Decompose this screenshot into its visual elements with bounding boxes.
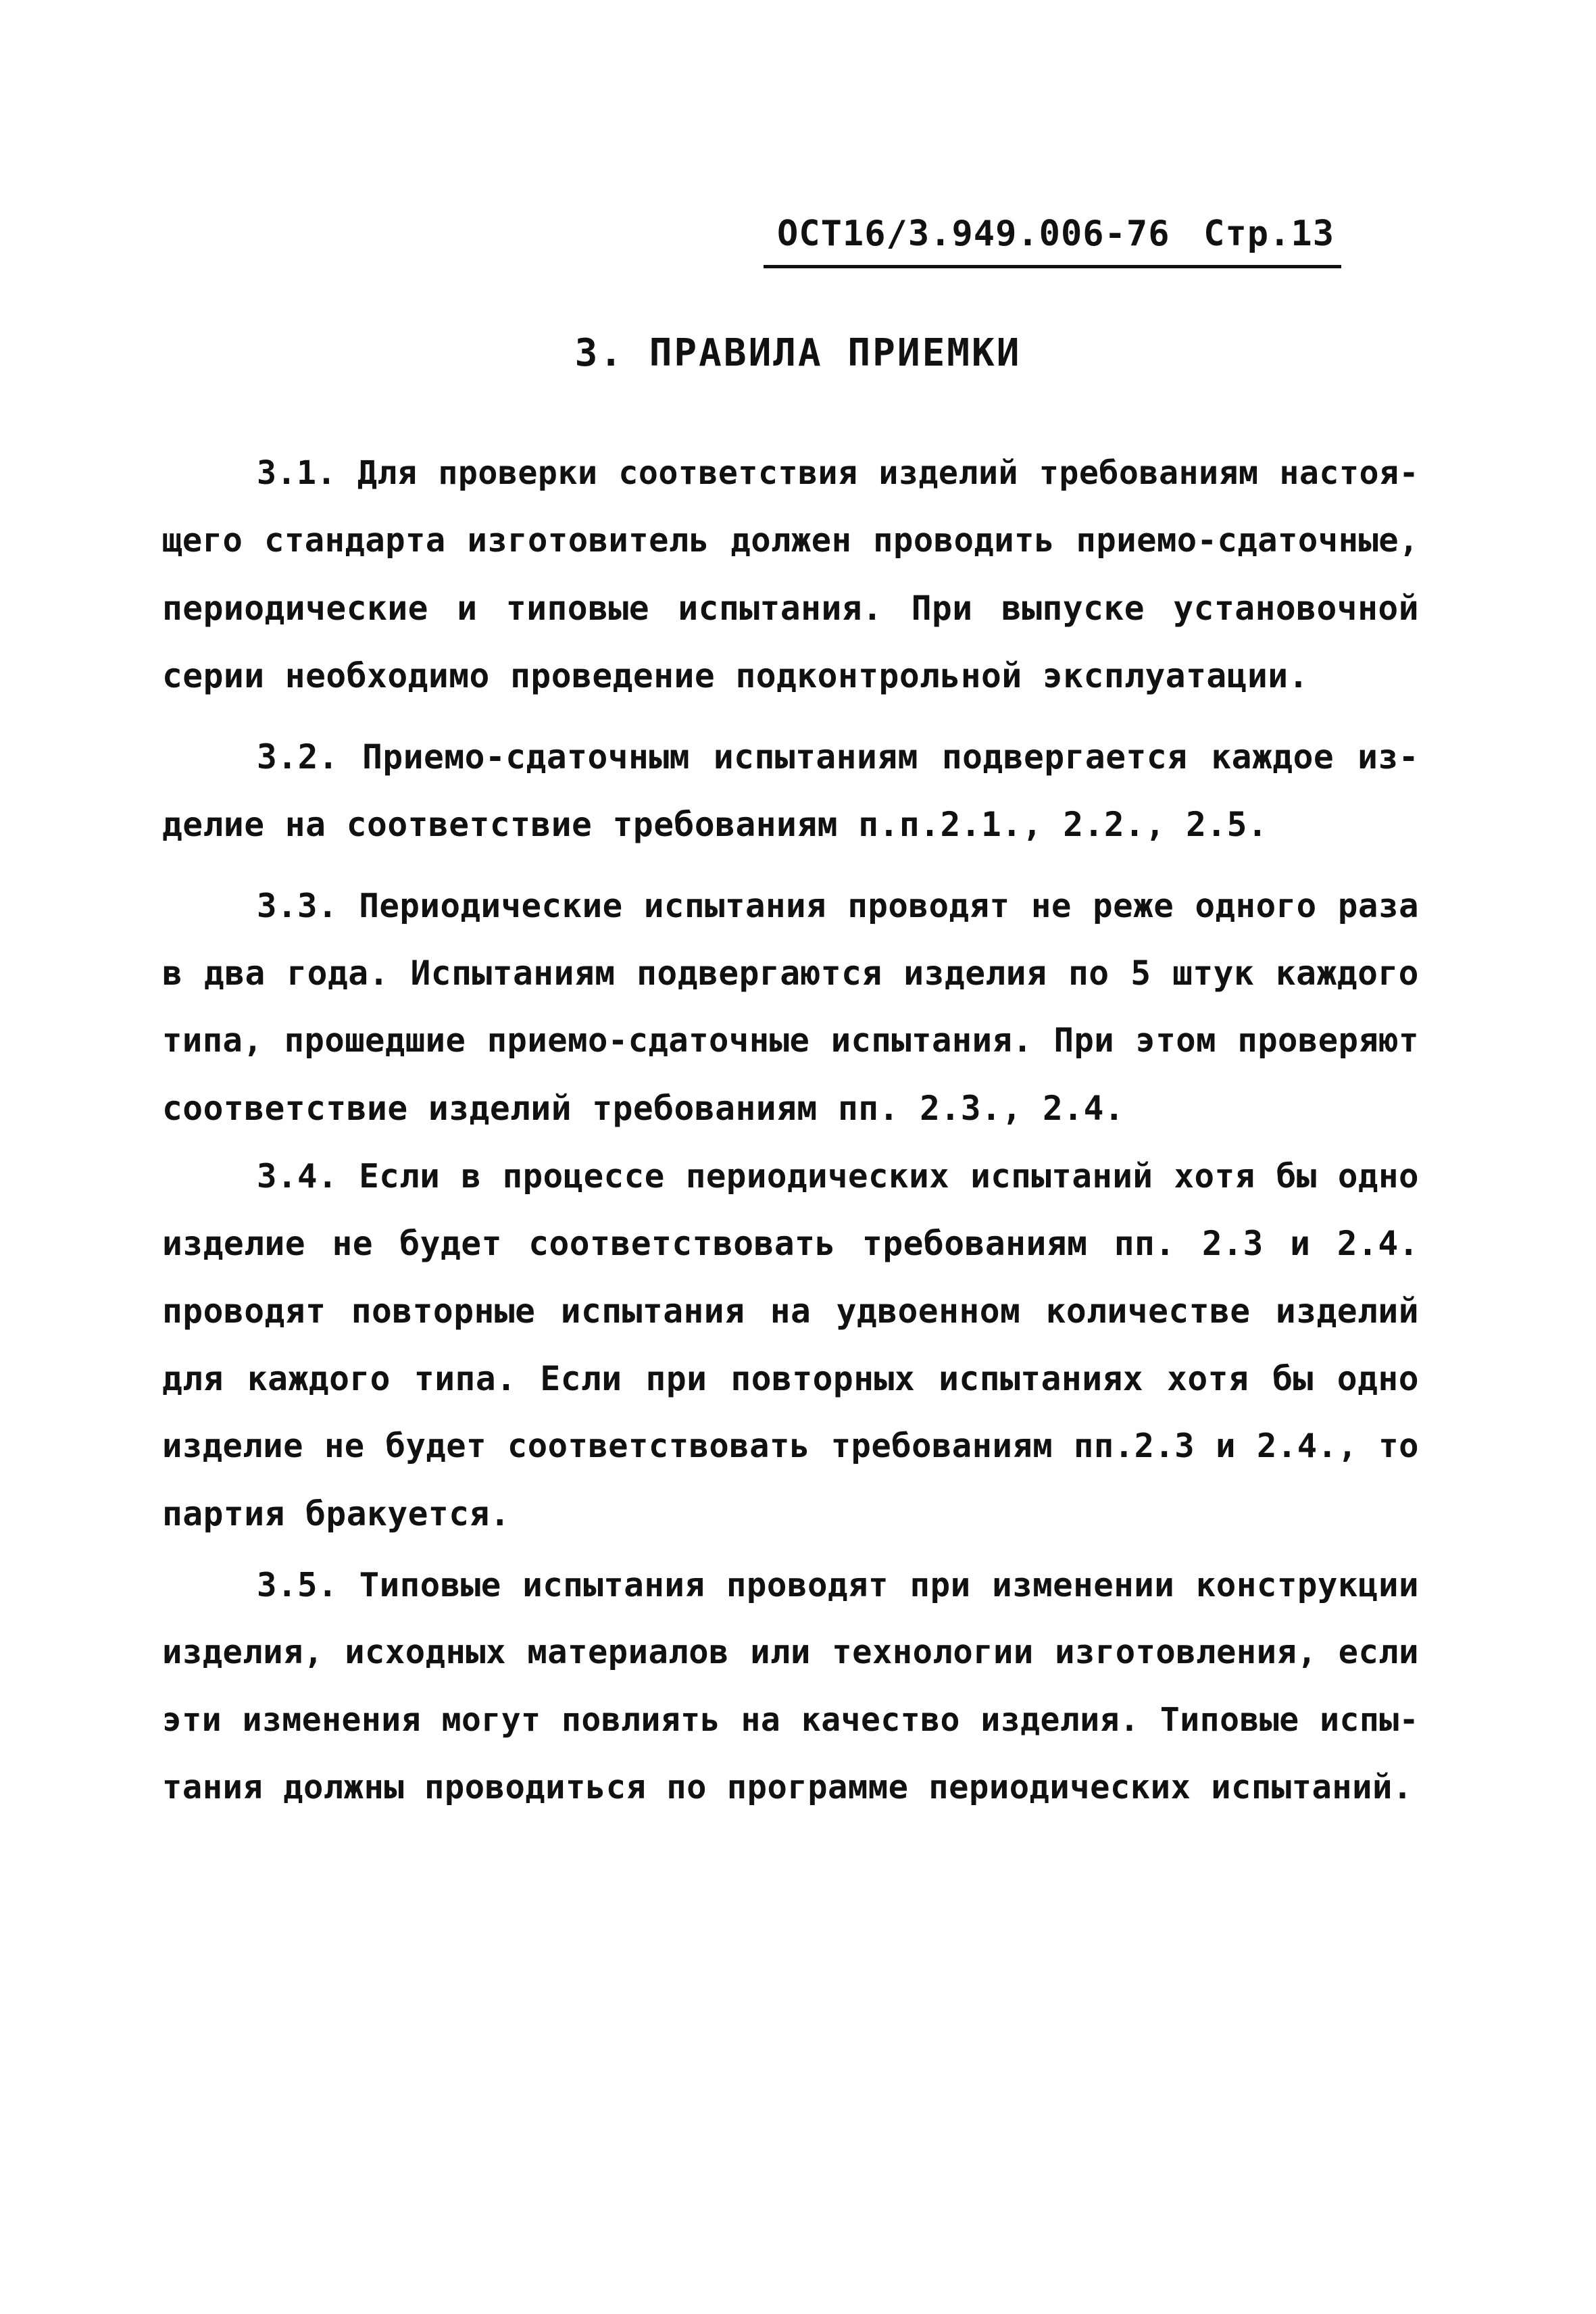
text-line: изделия, исходных материалов или технологии изготовления, если: [162, 1633, 1419, 1671]
paragraph-3-4: [162, 1142, 1419, 1548]
paragraph-3-1: [162, 439, 1419, 710]
paragraph-3-5: [162, 1551, 1419, 1821]
text-line: 3.3. Периодические испытания проводят не реже одного раза: [257, 886, 1419, 925]
text-line: серии необходимо проведение подконтрольной эксплуатации.: [162, 656, 1309, 695]
document-header: [764, 210, 1341, 268]
text-line: 3.2. Приемо-сдаточным испытаниям подвергается каждое из-: [257, 737, 1419, 777]
section-title: 3. ПРАВИЛА ПРИЕМКИ: [574, 331, 1022, 375]
text-line: изделие не будет соответствовать требованиям пп.2.3 и 2.4., то: [162, 1427, 1419, 1465]
text-line: партия бракуется.: [162, 1494, 511, 1533]
text-line: тания должны проводиться по программе периодических испытаний.: [162, 1769, 1413, 1806]
text-line: соответствие изделий требованиям пп. 2.3., 2.4.: [162, 1089, 1125, 1128]
text-line: 3.5. Типовые испытания проводят при изменении конструкции: [257, 1565, 1419, 1604]
text-line: щего стандарта изготовитель должен проводить приемо-сдаточные,: [162, 522, 1419, 560]
text-line: 3.1. Для проверки соответствия изделий требованиям настоя-: [257, 454, 1419, 492]
text-line: периодические и типовые испытания. При выпуске установочной: [162, 589, 1419, 628]
text-line: в два года. Испытаниям подвергаются изделия по 5 штук каждого: [162, 954, 1419, 993]
page-number: Стр.13: [1203, 214, 1335, 254]
paragraph-3-3: [162, 872, 1419, 1142]
text-line: типа, прошедшие приемо-сдаточные испытания. При этом проверяют: [162, 1022, 1419, 1060]
text-line: для каждого типа. Если при повторных испытаниях хотя бы одно: [162, 1359, 1419, 1398]
text-line: эти изменения могут повлиять на качество изделия. Типовые испы-: [162, 1701, 1419, 1739]
text-line: делие на соответствие требованиям п.п.2.1., 2.2., 2.5.: [162, 805, 1268, 844]
paragraph-3-2: [162, 723, 1419, 858]
document-code: ОСТ16/3.949.006-76: [777, 214, 1170, 254]
text-line: изделие не будет соответствовать требованиям пп. 2.3 и 2.4.: [162, 1224, 1419, 1263]
text-line: проводят повторные испытания на удвоенном количестве изделий: [162, 1291, 1419, 1331]
text-line: 3.4. Если в процессе периодических испытаний хотя бы одно: [257, 1156, 1419, 1196]
